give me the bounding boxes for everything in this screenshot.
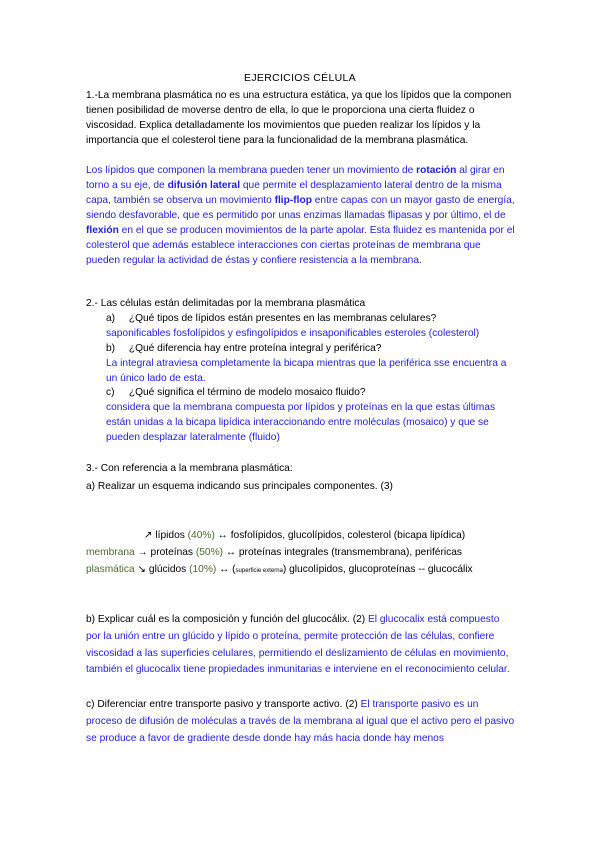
- q1-answer: Los lípidos que componen la membrana pueden tener un movimiento de rotación al girar en torno a su eje, de difusión lateral que permite el desplazamiento lateral dentro de la misma capa, también se observa un movimiento flip-flop entre capas con un mayor gasto de energía, siendo desfavorable, que es permitido por unas enzimas llamadas flipasas y por último, el de flexión en el que se producen movimientos de la parte apolar. Esta fluidez es mantenida por el colesterol que además establece interacciones con ciertas proteínas de membrana que pueden regular la actividad de éstas y confiere resistencia a la membrana.: [86, 165, 515, 266]
- q3-b: b) Explicar cuál es la composición y función del glucocálix. (2) El glucocalix está compuesto por la unión entre un glúcido y lípido o proteína, permite protección de las células, confiere viscosidad a las superficies celulares, permitiendo el deslizamiento de células en movimiento, también el glucocalix tiene propiedades inmunitarias e interviene en el reconocimiento celular.: [86, 614, 510, 676]
- q2-b-answer: La integral atraviesa completamente la bicapa mientras que la periférica sse encuentra a un único lado de esta.: [106, 358, 507, 384]
- scheme-row-carbs: plasmática ↘ glúcidos (10%) ↔ (superficie externa) glucolípidos, glucoproteínas -- glucocálix: [86, 564, 473, 575]
- scheme-row-lipids: ↗ lípidos (40%) ↔ fosfolípidos, glucolípidos, colesterol (bicapa lipídica): [144, 530, 466, 541]
- q3-a-question: a) Realizar un esquema indicando sus principales componentes. (3): [86, 481, 393, 492]
- q3-intro: 3.- Con referencia a la membrana plasmática:: [86, 463, 293, 474]
- q2-c-question: c) ¿Qué significa el término de modelo mosaico fluido?: [106, 387, 366, 398]
- q3-c: c) Diferenciar entre transporte pasivo y transporte activo. (2) El transporte pasivo es un proceso de difusión de moléculas a través de la membrana al igual que el activo pero el pasivo se produce a favor de gradiente desde donde hay más hacia donde hay menos: [86, 699, 515, 744]
- q2-a-answer: saponificables fosfolípidos y esfingolípidos e insaponificables esteroles (colesterol): [106, 328, 480, 339]
- q2-a-question: a) ¿Qué tipos de lípidos están presentes en las membranas celulares?: [106, 313, 437, 324]
- q1-question: 1.-La membrana plasmática no es una estructura estática, ya que los lípidos que la componen tienen posibilidad de moverse dentro de ella, lo que le proporciona una cierta fluidez o viscosidad. Explica detalladamente los movimientos que pueden realizar los lípidos y la importancia que el colesterol tiene para la funcionalidad de la membrana plasmática.: [86, 90, 512, 146]
- q2-c-answer: considera que la membrana compuesta por lípidos y proteínas en la que estas últimas están unidas a la bicapa lipídica interaccionando entre moléculas (mosaico) y que se pueden desplazar lateralmente (fluido): [106, 402, 496, 443]
- q2-b-question: b) ¿Qué diferencia hay entre proteína integral y periférica?: [106, 343, 382, 354]
- scheme-row-proteins: membrana → proteínas (50%) ↔ proteínas integrales (transmembrana), periféricas: [86, 547, 462, 558]
- page-title: EJERCICIOS CÉLULA: [244, 72, 356, 84]
- q2-intro: 2.- Las células están delimitadas por la membrana plasmática: [86, 298, 366, 309]
